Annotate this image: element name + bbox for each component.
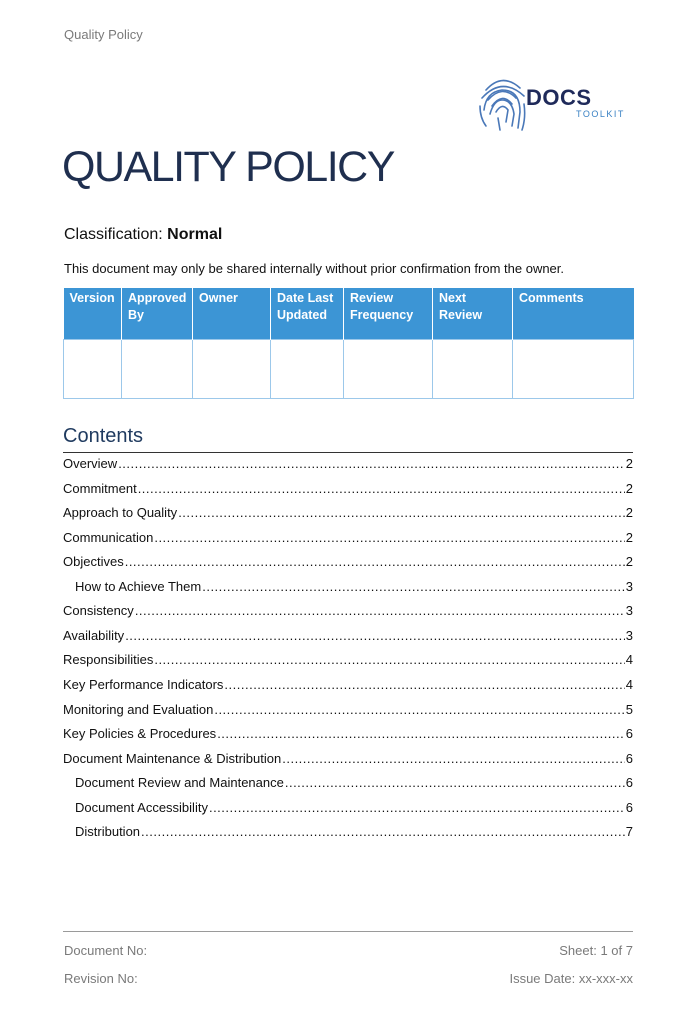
toc-leader-dots [154,530,624,545]
toc-entry[interactable] [63,603,633,621]
toc-entry-label: Objectives [63,554,124,570]
toc-entry[interactable] [63,824,633,842]
toc-leader-dots [214,702,624,717]
footer-sheet: Sheet: 1 of 7 [559,943,633,958]
contents-heading: Contents [63,425,144,447]
document-title: QUALITY POLICY [62,143,394,191]
toc-entry-label: Communication [63,529,154,545]
logo-subtext: TOOLKIT [576,109,625,119]
toc-entry-label: Key Performance Indicators [63,676,224,692]
toc-entry-label: Responsibilities [63,652,154,668]
cell-comments [513,340,634,399]
table-row [64,340,634,399]
toc-entry[interactable] [63,677,633,695]
toc-entry-page: 2 [625,456,633,471]
cell-date-last-updated [271,340,344,399]
toc-leader-dots [202,579,625,594]
toc-entry-label: Document Maintenance & Distribution [63,750,282,766]
toc-entry[interactable] [63,554,633,572]
toc-entry-label: Overview [63,456,118,471]
toc-leader-dots [224,677,624,692]
classification [64,226,222,244]
toc-leader-dots [282,751,625,766]
toc-entry-page: 2 [625,554,633,570]
toc-leader-dots [125,628,625,643]
header-owner: Owner [193,288,271,340]
toc-entry-page: 4 [625,652,633,668]
toc-entry-label: Document Review and Maintenance [75,775,284,791]
logo-wordmark: DOCS [526,85,592,110]
toc-entry[interactable] [63,751,633,769]
toc-entry-label: Consistency [63,603,134,619]
toc-entry[interactable] [63,800,633,818]
toc-leader-dots [138,481,625,496]
toc-entry-label: How to Achieve Them [75,578,202,594]
toc-entry-page: 6 [625,750,633,766]
toc-entry[interactable] [63,456,633,474]
toc-entry-page: 6 [625,726,633,742]
footer-revision-no: Revision No: [64,971,138,986]
toc-entry-label: Document Accessibility [75,799,208,815]
toc-leader-dots [118,456,625,471]
toc-entry[interactable] [63,652,633,670]
toc-entry-page: 4 [625,676,633,692]
toc-entry-label: Monitoring and Evaluation [63,701,214,717]
toc-entry[interactable] [63,775,633,793]
classification-label: Classification: [64,226,163,243]
cell-next-review [433,340,513,399]
classification-value: Normal [167,226,223,243]
document-control-table [63,288,634,399]
toc-entry-page: 2 [625,505,633,521]
toc-entry-page: 5 [625,701,633,717]
toc-leader-dots [141,824,625,839]
toc-entry[interactable] [63,579,633,597]
docs-toolkit-logo [472,70,642,136]
cell-approved-by [122,340,193,399]
header-review-frequency: Review Frequency [344,288,433,340]
toc-entry[interactable] [63,726,633,744]
toc-entry-page: 7 [625,824,633,840]
fingerprint-icon [472,70,534,136]
footer-document-no: Document No: [64,943,148,958]
toc-entry-label: Availability [63,627,125,643]
toc-entry-page: 6 [625,775,633,791]
toc-leader-dots [125,554,625,569]
header-date-last-updated: Date Last Updated [271,288,344,340]
toc-entry-page: 3 [625,603,633,619]
toc-entry-page: 3 [625,578,633,594]
toc-entry[interactable] [63,628,633,646]
header-next-review: Next Review [433,288,513,340]
header-version: Version [64,288,122,340]
toc-leader-dots [135,603,625,618]
toc-entry[interactable] [63,481,633,499]
cell-owner [193,340,271,399]
contents-divider [63,452,633,453]
sharing-notice: This document may only be shared internally without prior confirmation from the owner. [64,261,565,276]
toc-entry-page: 2 [625,529,633,545]
toc-entry[interactable] [63,505,633,523]
toc-leader-dots [217,726,625,741]
toc-leader-dots [154,652,624,667]
toc-entry-page: 3 [625,627,633,643]
toc-entry[interactable] [63,702,633,720]
toc-entry-label: Commitment [63,480,137,496]
toc-entry-label: Approach to Quality [63,505,178,521]
footer-issue-date: Issue Date: xx-xxx-xx [509,971,633,986]
footer-divider [63,931,633,932]
toc-leader-dots [178,505,625,520]
header-approved-by: Approved By [122,288,193,340]
toc-entry[interactable] [63,530,633,548]
toc-entry-label: Key Policies & Procedures [63,726,217,742]
toc-entry-page: 2 [625,480,633,496]
toc-leader-dots [285,775,625,790]
toc-leader-dots [209,800,625,815]
cell-version [64,340,122,399]
toc-entry-page: 6 [625,799,633,815]
running-header: Quality Policy [64,27,143,42]
header-comments: Comments [513,288,634,340]
table-header-row [64,288,634,340]
toc-entry-label: Distribution [75,824,141,840]
cell-review-frequency [344,340,433,399]
